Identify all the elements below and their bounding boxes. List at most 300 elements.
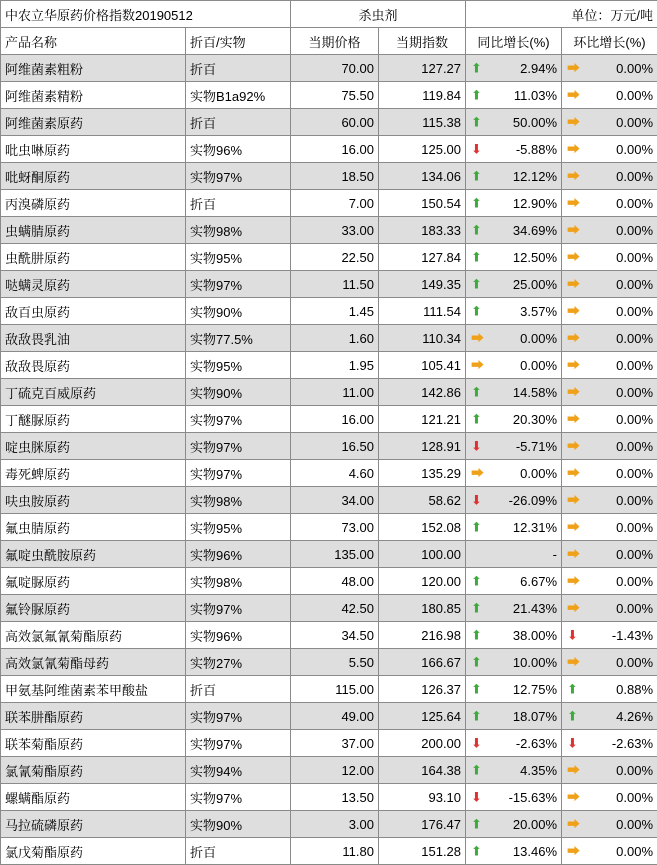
table-row: [1, 136, 657, 163]
arrow-up-icon: ⬆: [471, 170, 482, 183]
cell-mom: [562, 109, 657, 136]
cell-spec: 实物97%: [186, 460, 291, 487]
cell-current-price: 7.00: [291, 190, 379, 217]
cell-spec: 实物97%: [186, 784, 291, 811]
arrow-right-icon: ⮕: [471, 467, 484, 480]
table-row: [1, 271, 657, 298]
arrow-right-icon: ⮕: [567, 62, 580, 75]
arrow-right-icon: ⮕: [567, 845, 580, 858]
column-header-product-name: 产品名称: [1, 28, 186, 55]
cell-current-index: 58.62: [379, 487, 466, 514]
cell-mom-value: 0.00%: [616, 223, 653, 238]
cell-spec: 实物97%: [186, 730, 291, 757]
cell-yoy: [466, 811, 562, 838]
arrow-right-icon: ⮕: [567, 521, 580, 534]
cell-current-index: 119.84: [379, 82, 466, 109]
cell-spec: 实物96%: [186, 136, 291, 163]
cell-yoy-value: 0.00%: [520, 358, 557, 373]
arrow-right-icon: ⮕: [567, 575, 580, 588]
cell-current-index: 110.34: [379, 325, 466, 352]
cell-current-price: 48.00: [291, 568, 379, 595]
table-row: [1, 244, 657, 271]
cell-mom: [562, 217, 657, 244]
table-row: [1, 784, 657, 811]
arrow-right-icon: ⮕: [567, 278, 580, 291]
arrow-right-icon: ⮕: [567, 764, 580, 777]
column-header-current-price: 当期价格: [291, 28, 379, 55]
arrow-up-icon: ⬆: [471, 683, 482, 696]
cell-mom: [562, 595, 657, 622]
cell-current-price: 115.00: [291, 676, 379, 703]
cell-mom: [562, 460, 657, 487]
table-row: [1, 757, 657, 784]
table-row: [1, 109, 657, 136]
arrow-up-icon: ⬆: [471, 413, 482, 426]
cell-yoy: [466, 595, 562, 622]
cell-current-index: 152.08: [379, 514, 466, 541]
column-header-current-index: 当期指数: [379, 28, 466, 55]
cell-mom: [562, 757, 657, 784]
cell-mom-value: 0.00%: [616, 61, 653, 76]
cell-current-price: 1.60: [291, 325, 379, 352]
cell-mom: [562, 271, 657, 298]
table-row: [1, 433, 657, 460]
cell-mom-value: 0.00%: [616, 304, 653, 319]
cell-product-name: 虫酰肼原药: [1, 244, 186, 271]
cell-mom-value: 0.00%: [616, 790, 653, 805]
column-header-spec: 折百/实物: [186, 28, 291, 55]
cell-mom-value: 0.00%: [616, 655, 653, 670]
cell-mom: [562, 514, 657, 541]
arrow-up-icon: ⬆: [471, 386, 482, 399]
cell-mom: [562, 784, 657, 811]
cell-current-index: 128.91: [379, 433, 466, 460]
cell-yoy-value: 3.57%: [520, 304, 557, 319]
cell-yoy-value: 12.75%: [513, 682, 557, 697]
cell-yoy: [466, 82, 562, 109]
cell-product-name: 氟虫腈原药: [1, 514, 186, 541]
cell-mom-value: 0.00%: [616, 763, 653, 778]
cell-mom-value: 0.00%: [616, 115, 653, 130]
cell-mom-value: 0.00%: [616, 331, 653, 346]
cell-current-index: 134.06: [379, 163, 466, 190]
cell-yoy: [466, 757, 562, 784]
cell-current-index: 200.00: [379, 730, 466, 757]
arrow-right-icon: ⮕: [567, 89, 580, 102]
cell-mom: [562, 298, 657, 325]
table-title-row: [1, 1, 657, 28]
cell-yoy: [466, 271, 562, 298]
arrow-up-icon: ⬆: [471, 521, 482, 534]
cell-current-price: 60.00: [291, 109, 379, 136]
table-row: [1, 298, 657, 325]
cell-product-name: 吡虫啉原药: [1, 136, 186, 163]
cell-mom: [562, 649, 657, 676]
cell-mom: [562, 622, 657, 649]
cell-product-name: 联苯肼酯原药: [1, 703, 186, 730]
table-row: [1, 487, 657, 514]
arrow-right-icon: ⮕: [567, 332, 580, 345]
arrow-up-icon: ⬆: [471, 845, 482, 858]
cell-yoy-value: 6.67%: [520, 574, 557, 589]
table-row: [1, 703, 657, 730]
cell-current-index: 127.27: [379, 55, 466, 82]
table-row: [1, 568, 657, 595]
table-row: [1, 55, 657, 82]
cell-yoy-value: 14.58%: [513, 385, 557, 400]
table-row: [1, 811, 657, 838]
cell-current-price: 75.50: [291, 82, 379, 109]
cell-yoy-value: 18.07%: [513, 709, 557, 724]
cell-mom-value: 0.00%: [616, 88, 653, 103]
cell-spec: 实物97%: [186, 271, 291, 298]
cell-mom-value: 4.26%: [616, 709, 653, 724]
cell-mom-value: 0.00%: [616, 196, 653, 211]
cell-yoy: [466, 568, 562, 595]
cell-spec: 实物90%: [186, 298, 291, 325]
cell-spec: 实物96%: [186, 541, 291, 568]
cell-yoy: [466, 622, 562, 649]
cell-yoy-value: 12.50%: [513, 250, 557, 265]
cell-yoy-value: 25.00%: [513, 277, 557, 292]
cell-current-index: 126.37: [379, 676, 466, 703]
arrow-up-icon: ⬆: [567, 710, 578, 723]
cell-yoy: [466, 730, 562, 757]
cell-current-index: 180.85: [379, 595, 466, 622]
cell-spec: 实物90%: [186, 379, 291, 406]
cell-mom-value: 0.00%: [616, 412, 653, 427]
table-row: [1, 217, 657, 244]
cell-product-name: 氯戊菊酯原药: [1, 838, 186, 865]
cell-spec: 实物98%: [186, 217, 291, 244]
cell-mom: [562, 541, 657, 568]
arrow-up-icon: ⬆: [471, 656, 482, 669]
cell-product-name: 阿维菌素粗粉: [1, 55, 186, 82]
cell-current-price: 34.50: [291, 622, 379, 649]
cell-mom-value: 0.00%: [616, 439, 653, 454]
cell-yoy-value: -26.09%: [509, 493, 557, 508]
cell-product-name: 甲氨基阿维菌素苯甲酸盐: [1, 676, 186, 703]
table-row: [1, 406, 657, 433]
arrow-right-icon: ⮕: [567, 170, 580, 183]
cell-current-price: 13.50: [291, 784, 379, 811]
cell-mom-value: 0.00%: [616, 169, 653, 184]
cell-product-name: 阿维菌素原药: [1, 109, 186, 136]
cell-product-name: 阿维菌素精粉: [1, 82, 186, 109]
cell-product-name: 吡蚜酮原药: [1, 163, 186, 190]
cell-yoy: [466, 190, 562, 217]
arrow-up-icon: ⬆: [567, 683, 578, 696]
cell-yoy-value: 0.00%: [520, 331, 557, 346]
cell-mom: [562, 433, 657, 460]
cell-spec: 实物95%: [186, 244, 291, 271]
cell-current-price: 34.00: [291, 487, 379, 514]
cell-product-name: 氟铃脲原药: [1, 595, 186, 622]
cell-product-name: 敌敌畏乳油: [1, 325, 186, 352]
column-header-mom: 环比增长(%): [562, 28, 657, 55]
arrow-up-icon: ⬆: [471, 710, 482, 723]
cell-yoy: [466, 55, 562, 82]
cell-yoy-value: 4.35%: [520, 763, 557, 778]
cell-current-price: 42.50: [291, 595, 379, 622]
arrow-up-icon: ⬆: [471, 575, 482, 588]
cell-yoy: [466, 838, 562, 865]
table-row: [1, 352, 657, 379]
cell-mom-value: 0.00%: [616, 385, 653, 400]
cell-current-price: 16.50: [291, 433, 379, 460]
arrow-right-icon: ⮕: [567, 359, 580, 372]
cell-current-price: 16.00: [291, 136, 379, 163]
cell-yoy: [466, 487, 562, 514]
report-title: 中农立华原药价格指数20190512: [1, 1, 291, 28]
cell-current-price: 11.00: [291, 379, 379, 406]
cell-mom: [562, 730, 657, 757]
cell-current-index: 120.00: [379, 568, 466, 595]
cell-mom-value: 0.00%: [616, 493, 653, 508]
arrow-right-icon: ⮕: [567, 656, 580, 669]
cell-yoy-value: 20.00%: [513, 817, 557, 832]
arrow-right-icon: ⮕: [567, 305, 580, 318]
cell-product-name: 毒死蜱原药: [1, 460, 186, 487]
cell-product-name: 氟啶虫酰胺原药: [1, 541, 186, 568]
cell-current-index: 176.47: [379, 811, 466, 838]
cell-mom: [562, 352, 657, 379]
cell-yoy: [466, 460, 562, 487]
cell-current-index: 151.28: [379, 838, 466, 865]
cell-yoy-value: -2.63%: [516, 736, 557, 751]
cell-mom-value: -1.43%: [612, 628, 653, 643]
cell-mom-value: 0.00%: [616, 844, 653, 859]
cell-product-name: 氟啶脲原药: [1, 568, 186, 595]
cell-spec: 折百: [186, 55, 291, 82]
cell-yoy: [466, 298, 562, 325]
cell-product-name: 马拉硫磷原药: [1, 811, 186, 838]
cell-spec: 实物95%: [186, 514, 291, 541]
cell-yoy-value: -15.63%: [509, 790, 557, 805]
cell-product-name: 敌百虫原药: [1, 298, 186, 325]
cell-current-price: 3.00: [291, 811, 379, 838]
arrow-up-icon: ⬆: [471, 305, 482, 318]
cell-yoy: [466, 784, 562, 811]
arrow-up-icon: ⬆: [471, 764, 482, 777]
arrow-up-icon: ⬆: [471, 278, 482, 291]
cell-mom-value: 0.00%: [616, 277, 653, 292]
arrow-right-icon: ⮕: [471, 359, 484, 372]
cell-yoy-value: 0.00%: [520, 466, 557, 481]
cell-current-index: 135.29: [379, 460, 466, 487]
cell-yoy-value: 20.30%: [513, 412, 557, 427]
cell-current-price: 12.00: [291, 757, 379, 784]
cell-yoy-value: -: [553, 547, 557, 562]
arrow-up-icon: ⬆: [471, 818, 482, 831]
cell-spec: 实物96%: [186, 622, 291, 649]
cell-mom-value: 0.88%: [616, 682, 653, 697]
report-category: 杀虫剂: [291, 1, 466, 28]
cell-yoy: [466, 433, 562, 460]
table-row: [1, 676, 657, 703]
cell-current-price: 11.80: [291, 838, 379, 865]
table-row: [1, 325, 657, 352]
cell-yoy: [466, 136, 562, 163]
cell-mom-value: 0.00%: [616, 601, 653, 616]
cell-mom-value: 0.00%: [616, 466, 653, 481]
arrow-right-icon: ⮕: [567, 791, 580, 804]
arrow-up-icon: ⬆: [471, 116, 482, 129]
cell-current-price: 37.00: [291, 730, 379, 757]
cell-mom: [562, 676, 657, 703]
table-row: [1, 82, 657, 109]
table-row: [1, 622, 657, 649]
cell-product-name: 高效氯氟氰菊酯原药: [1, 622, 186, 649]
arrow-right-icon: ⮕: [567, 386, 580, 399]
cell-mom: [562, 325, 657, 352]
cell-yoy-value: 11.03%: [514, 88, 557, 103]
arrow-down-icon: ⬇: [471, 737, 482, 750]
arrow-up-icon: ⬆: [471, 602, 482, 615]
cell-spec: 实物97%: [186, 163, 291, 190]
cell-mom: [562, 136, 657, 163]
cell-current-index: 100.00: [379, 541, 466, 568]
table-row: [1, 595, 657, 622]
arrow-right-icon: ⮕: [567, 494, 580, 507]
cell-product-name: 呋虫胺原药: [1, 487, 186, 514]
cell-current-index: 115.38: [379, 109, 466, 136]
column-header-yoy: 同比增长(%): [466, 28, 562, 55]
cell-yoy: [466, 406, 562, 433]
cell-yoy: [466, 217, 562, 244]
cell-mom: [562, 811, 657, 838]
cell-current-price: 49.00: [291, 703, 379, 730]
cell-current-price: 5.50: [291, 649, 379, 676]
cell-yoy-value: 21.43%: [513, 601, 557, 616]
cell-product-name: 螺螨酯原药: [1, 784, 186, 811]
cell-yoy-value: 12.31%: [513, 520, 557, 535]
cell-current-index: 121.21: [379, 406, 466, 433]
cell-product-name: 高效氯氰菊酯母药: [1, 649, 186, 676]
cell-yoy: [466, 163, 562, 190]
cell-yoy: [466, 514, 562, 541]
table-row: [1, 379, 657, 406]
table-row: [1, 460, 657, 487]
cell-yoy: [466, 649, 562, 676]
table-row: [1, 730, 657, 757]
cell-current-index: 149.35: [379, 271, 466, 298]
cell-mom: [562, 190, 657, 217]
arrow-right-icon: ⮕: [567, 818, 580, 831]
cell-yoy: [466, 325, 562, 352]
cell-spec: 实物98%: [186, 568, 291, 595]
arrow-right-icon: ⮕: [567, 116, 580, 129]
cell-spec: 实物97%: [186, 406, 291, 433]
cell-product-name: 丁硫克百威原药: [1, 379, 186, 406]
cell-yoy-value: 13.46%: [513, 844, 557, 859]
cell-current-price: 18.50: [291, 163, 379, 190]
cell-mom: [562, 82, 657, 109]
cell-mom-value: 0.00%: [616, 817, 653, 832]
arrow-up-icon: ⬆: [471, 62, 482, 75]
cell-mom-value: 0.00%: [616, 358, 653, 373]
table-row: [1, 649, 657, 676]
cell-mom-value: -2.63%: [612, 736, 653, 751]
cell-current-price: 16.00: [291, 406, 379, 433]
cell-spec: 实物97%: [186, 433, 291, 460]
cell-mom: [562, 703, 657, 730]
cell-current-index: 125.64: [379, 703, 466, 730]
cell-mom-value: 0.00%: [616, 142, 653, 157]
cell-mom-value: 0.00%: [616, 547, 653, 562]
cell-spec: 实物B1a92%: [186, 82, 291, 109]
cell-yoy: [466, 676, 562, 703]
arrow-right-icon: ⮕: [567, 224, 580, 237]
arrow-down-icon: ⬇: [567, 629, 578, 642]
cell-current-index: 216.98: [379, 622, 466, 649]
cell-yoy: [466, 244, 562, 271]
table-row: [1, 514, 657, 541]
cell-mom: [562, 487, 657, 514]
cell-mom: [562, 568, 657, 595]
arrow-right-icon: ⮕: [567, 197, 580, 210]
cell-yoy-value: 12.12%: [513, 169, 557, 184]
cell-spec: 实物98%: [186, 487, 291, 514]
cell-spec: 折百: [186, 676, 291, 703]
arrow-up-icon: ⬆: [471, 251, 482, 264]
table-row: [1, 541, 657, 568]
cell-product-name: 哒螨灵原药: [1, 271, 186, 298]
arrow-right-icon: ⮕: [567, 251, 580, 264]
arrow-right-icon: ⮕: [471, 332, 484, 345]
cell-spec: 实物97%: [186, 703, 291, 730]
cell-product-name: 丙溴磷原药: [1, 190, 186, 217]
arrow-up-icon: ⬆: [471, 629, 482, 642]
cell-spec: 实物97%: [186, 595, 291, 622]
table-row: [1, 838, 657, 865]
cell-mom: [562, 163, 657, 190]
cell-mom: [562, 406, 657, 433]
cell-mom-value: 0.00%: [616, 574, 653, 589]
cell-product-name: 氯氰菊酯原药: [1, 757, 186, 784]
cell-product-name: 联苯菊酯原药: [1, 730, 186, 757]
cell-mom: [562, 838, 657, 865]
cell-current-price: 73.00: [291, 514, 379, 541]
cell-current-index: 125.00: [379, 136, 466, 163]
cell-current-price: 1.45: [291, 298, 379, 325]
arrow-right-icon: ⮕: [567, 602, 580, 615]
cell-spec: 实物94%: [186, 757, 291, 784]
cell-yoy-value: 2.94%: [520, 61, 557, 76]
cell-yoy: [466, 541, 562, 568]
cell-spec: 实物27%: [186, 649, 291, 676]
arrow-right-icon: ⮕: [567, 467, 580, 480]
cell-yoy-value: 38.00%: [513, 628, 557, 643]
arrow-down-icon: ⬇: [471, 440, 482, 453]
cell-current-index: 183.33: [379, 217, 466, 244]
arrow-down-icon: ⬇: [567, 737, 578, 750]
cell-spec: 实物77.5%: [186, 325, 291, 352]
cell-current-price: 33.00: [291, 217, 379, 244]
cell-spec: 折百: [186, 109, 291, 136]
arrow-down-icon: ⬇: [471, 494, 482, 507]
cell-mom: [562, 244, 657, 271]
cell-product-name: 啶虫脒原药: [1, 433, 186, 460]
cell-product-name: 敌敌畏原药: [1, 352, 186, 379]
arrow-right-icon: ⮕: [567, 143, 580, 156]
cell-yoy-value: 10.00%: [513, 655, 557, 670]
cell-current-price: 4.60: [291, 460, 379, 487]
cell-current-price: 70.00: [291, 55, 379, 82]
cell-yoy-value: 50.00%: [513, 115, 557, 130]
cell-spec: 折百: [186, 190, 291, 217]
cell-current-price: 22.50: [291, 244, 379, 271]
